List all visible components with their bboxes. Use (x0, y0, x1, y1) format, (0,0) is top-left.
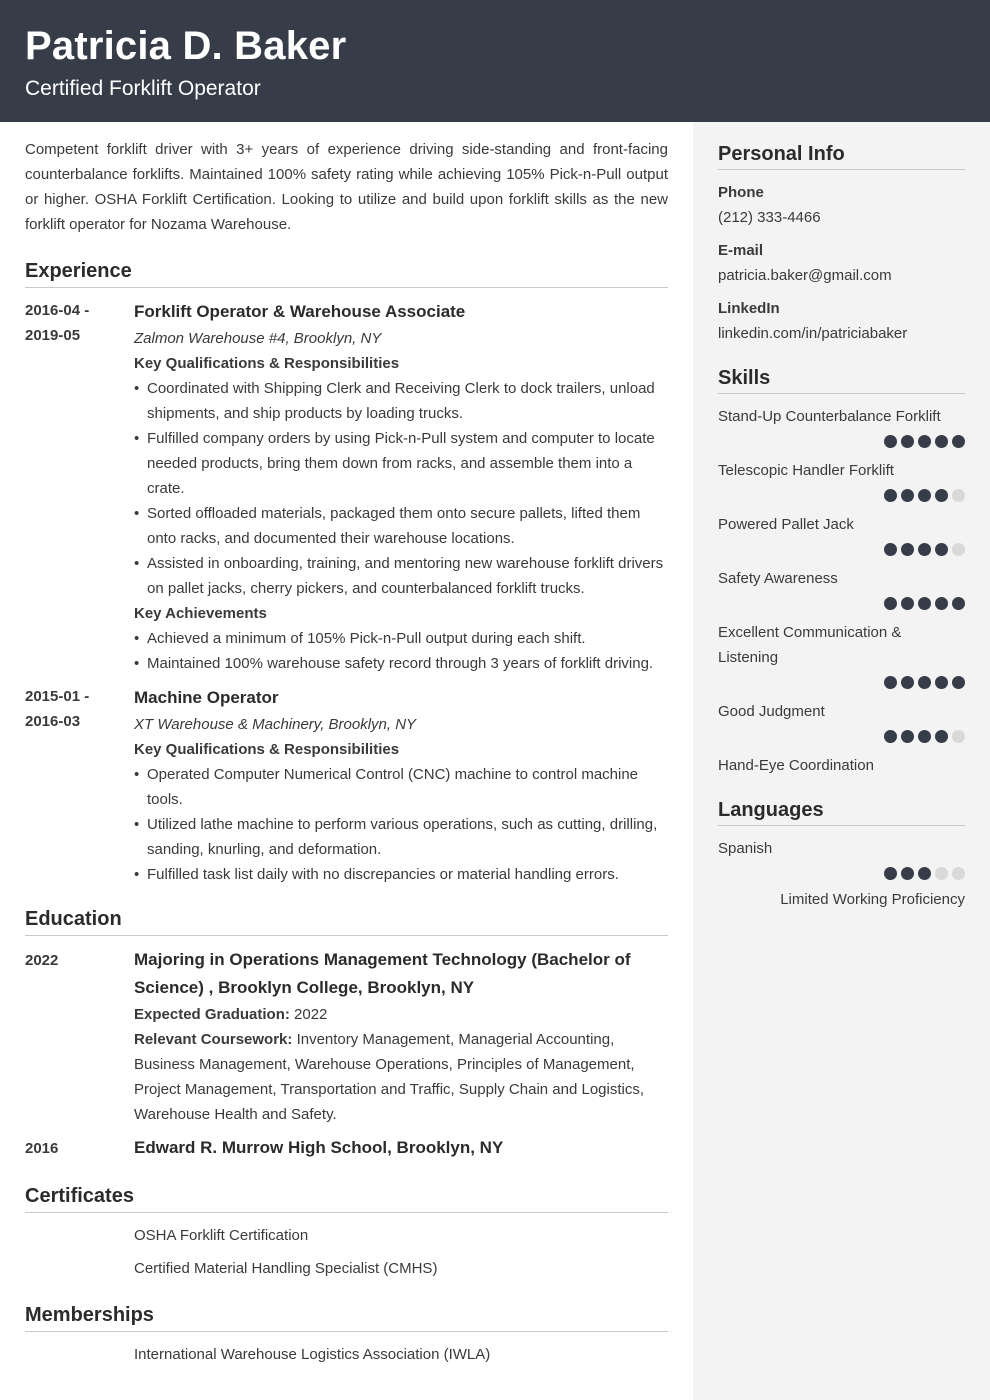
rating-dot-filled (935, 435, 948, 448)
job-entry (25, 684, 668, 887)
education-year: 2016 (25, 1140, 59, 1157)
rating-dot-filled (884, 435, 897, 448)
rating-dot-filled (901, 543, 914, 556)
skill-name: Powered Pallet Jack (718, 516, 854, 533)
skill-item (718, 753, 965, 778)
phone-label: Phone (718, 184, 764, 201)
rating-dot-filled (935, 676, 948, 689)
rating-dot-filled (935, 543, 948, 556)
experience-section (25, 257, 668, 887)
rating-dots (718, 867, 965, 881)
rating-dot-filled (884, 676, 897, 689)
certificates-list (134, 1223, 668, 1281)
rating-dot-filled (901, 867, 914, 880)
skills-title: Skills (718, 364, 965, 394)
graduation-value: 2022 (294, 1006, 328, 1023)
languages-list (718, 836, 965, 912)
list-item: • Operated Computer Numerical Control (CNC) machine to control machine tools. (134, 762, 668, 812)
job-company: Zalmon Warehouse #4, Brooklyn, NY (134, 330, 382, 347)
language-item (718, 836, 965, 912)
education-title: Education (25, 905, 668, 936)
list-item: • Utilized lathe machine to perform various operations, such as cutting, drilling, sanding, knurling, and deformation. (134, 812, 668, 862)
education-entry (25, 946, 668, 1127)
rating-dot-filled (935, 489, 948, 502)
expected-graduation (134, 1002, 668, 1027)
rating-dot-filled (901, 435, 914, 448)
rating-dot-filled (918, 489, 931, 502)
skill-item (718, 566, 965, 611)
memberships-title: Memberships (25, 1301, 668, 1332)
rating-dot-filled (918, 730, 931, 743)
candidate-name: Patricia D. Baker (25, 24, 347, 68)
list-item: • Sorted offloaded materials, packaged them onto secure pallets, lifted them onto racks, and documented their warehouse locations. (134, 501, 668, 551)
job-entry (25, 298, 668, 676)
rating-dots (718, 489, 965, 503)
list-item: • Assisted in onboarding, training, and mentoring new warehouse forklift drivers on pallet jacks, cherry pickers, and counterbalanced forklift trucks. (134, 551, 668, 601)
rating-dot-filled (935, 730, 948, 743)
education-body (134, 946, 668, 1127)
qual-heading: Key Qualifications & Responsibilities (134, 355, 400, 372)
relevant-coursework (134, 1027, 668, 1127)
coursework-label: Relevant Coursework: (134, 1031, 293, 1048)
email-value: patricia.baker@gmail.com (718, 267, 892, 284)
memberships-list (134, 1342, 668, 1367)
rating-dot-filled (918, 435, 931, 448)
rating-dot-filled (901, 597, 914, 610)
certificates-title: Certificates (25, 1182, 668, 1213)
education-year: 2022 (25, 952, 59, 969)
skill-item (718, 458, 965, 503)
rating-dot-filled (884, 489, 897, 502)
job-date-start: 2015-01 - (25, 688, 90, 705)
skill-name: Stand-Up Counterbalance Forklift (718, 408, 941, 425)
rating-dot-empty (952, 489, 965, 502)
sidebar (693, 122, 990, 1400)
skill-item (718, 620, 965, 690)
resume-header (0, 0, 990, 122)
candidate-title: Certified Forklift Operator (25, 77, 261, 100)
job-date-end: 2016-03 (25, 713, 81, 730)
qual-list (134, 762, 668, 887)
rating-dot-filled (901, 730, 914, 743)
rating-dot-filled (884, 597, 897, 610)
email-label: E-mail (718, 242, 764, 259)
rating-dot-empty (952, 543, 965, 556)
education-section (25, 905, 668, 1162)
languages-title: Languages (718, 796, 965, 826)
list-item: • Maintained 100% warehouse safety record through 3 years of forklift driving. (134, 651, 668, 676)
skill-item (718, 512, 965, 557)
list-item: • Achieved a minimum of 105% Pick-n-Pull output during each shift. (134, 626, 668, 651)
rating-dots (718, 543, 965, 557)
rating-dot-filled (952, 435, 965, 448)
linkedin-label: LinkedIn (718, 300, 780, 317)
skill-item (718, 699, 965, 744)
rating-dot-filled (918, 597, 931, 610)
education-degree: Edward R. Murrow High School, Brooklyn, NY (134, 1138, 504, 1157)
graduation-label: Expected Graduation: (134, 1006, 290, 1023)
rating-dots (718, 597, 965, 611)
rating-dots (718, 676, 965, 690)
rating-dots (718, 730, 965, 744)
skill-name: Safety Awareness (718, 570, 838, 587)
job-body (134, 684, 668, 887)
linkedin-value: linkedin.com/in/patriciabaker (718, 325, 908, 342)
experience-title: Experience (25, 257, 668, 288)
job-date (25, 684, 134, 887)
main-column (25, 137, 668, 1367)
phone-value: (212) 333-4466 (718, 209, 821, 226)
rating-dot-filled (884, 543, 897, 556)
rating-dot-filled (952, 676, 965, 689)
summary-text: Competent forklift driver with 3+ years of experience driving side-standing and front-facing counterbalance forklifts. Maintained 100% safety rating while achieving 105% Pick-n-Pull output or higher. OSHA Forklift Certification. Looking to utilize and build upon forklift skills as the new forklift operator for Nozama Warehouse. (25, 141, 668, 233)
education-body (134, 1134, 668, 1162)
rating-dot-filled (901, 676, 914, 689)
language-name: Spanish (718, 840, 773, 857)
list-item: • Fulfilled company orders by using Pick-n-Pull system and computer to locate needed products, bring them down from racks, and assemble them into a crate. (134, 426, 668, 501)
language-level: Limited Working Proficiency (780, 891, 965, 908)
personal-info-title: Personal Info (718, 140, 965, 170)
rating-dot-filled (884, 867, 897, 880)
rating-dots (718, 435, 965, 449)
list-item: • Coordinated with Shipping Clerk and Receiving Clerk to dock trailers, unload shipments, and ship products by loading trucks. (134, 376, 668, 426)
skills-section (718, 364, 965, 778)
rating-dot-filled (918, 867, 931, 880)
certificates-section (25, 1182, 668, 1281)
rating-dot-filled (884, 730, 897, 743)
list-item: • Fulfilled task list daily with no discrepancies or material handling errors. (134, 862, 668, 887)
list-item: International Warehouse Logistics Association (IWLA) (134, 1346, 491, 1363)
rating-dot-filled (935, 597, 948, 610)
achievements-list (134, 626, 668, 676)
skill-name: Telescopic Handler Forklift (718, 462, 894, 479)
education-entry (25, 1134, 668, 1162)
skill-name: Excellent Communication & Listening (718, 624, 902, 666)
job-role: Forklift Operator & Warehouse Associate (134, 302, 466, 321)
job-role: Machine Operator (134, 688, 279, 707)
education-degree: Majoring in Operations Management Technology (Bachelor of Science) , Brooklyn College, Brooklyn, NY (134, 950, 631, 997)
skill-item (718, 404, 965, 449)
job-date-end: 2019-05 (25, 327, 81, 344)
list-item: Certified Material Handling Specialist (CMHS) (134, 1260, 438, 1277)
languages-section (718, 796, 965, 912)
memberships-section (25, 1301, 668, 1367)
skill-name: Hand-Eye Coordination (718, 757, 874, 774)
rating-dot-empty (935, 867, 948, 880)
job-date (25, 298, 134, 676)
job-date-start: 2016-04 - (25, 302, 90, 319)
rating-dot-empty (952, 730, 965, 743)
skill-name: Good Judgment (718, 703, 825, 720)
qual-list (134, 376, 668, 601)
rating-dot-filled (918, 543, 931, 556)
rating-dot-filled (901, 489, 914, 502)
personal-info-section (718, 140, 965, 346)
rating-dot-filled (952, 597, 965, 610)
achievements-heading: Key Achievements (134, 605, 267, 622)
rating-dot-filled (918, 676, 931, 689)
coursework-value: Inventory Management, Managerial Accounting, Business Management, Warehouse Operations, Principles of Management, Project Management, Transportation and Traffic, Supply Chain and Logistics, Warehouse Health and Safety. (134, 1031, 645, 1123)
job-body (134, 298, 668, 676)
skills-list (718, 404, 965, 778)
qual-heading: Key Qualifications & Responsibilities (134, 741, 400, 758)
rating-dot-empty (952, 867, 965, 880)
list-item: OSHA Forklift Certification (134, 1227, 309, 1244)
job-company: XT Warehouse & Machinery, Brooklyn, NY (134, 716, 417, 733)
